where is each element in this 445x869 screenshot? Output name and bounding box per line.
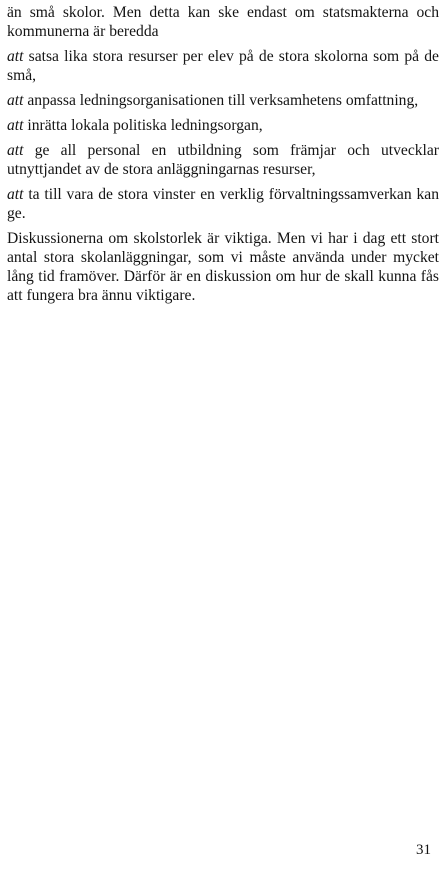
att-clause-1: [7, 47, 439, 85]
att-clause-text: ta till vara de stora vinster en verklig förvaltningssamverkan kan ge.: [7, 186, 439, 222]
att-marker: att: [7, 186, 24, 203]
att-marker: att: [7, 48, 24, 65]
att-marker: att: [7, 142, 24, 159]
att-clause-text: ge all personal en utbildning som främjar och utvecklar utnyttjandet av de stora anläggningarnas resurser,: [7, 142, 439, 178]
body-text: [7, 3, 439, 311]
att-clause-text: satsa lika stora resurser per elev på de stora skolorna som på de små,: [7, 48, 439, 84]
opening-paragraph: än små skolor. Men detta kan ske endast om statsmakterna och kommunerna är beredda: [7, 4, 439, 40]
att-clause-4: [7, 141, 439, 179]
att-clause-text: anpassa ledningsorganisationen till verksamhetens omfattning,: [27, 92, 419, 109]
closing-paragraph: Diskussionerna om skolstorlek är viktiga. Men vi har i dag ett stort antal stora skolanläggningar, som vi måste använda under mycket lång tid framöver. Därför är en diskussion om hur de skall kunna fås att fungera bra ännu viktigare.: [7, 230, 439, 304]
att-marker: att: [7, 117, 24, 134]
att-clause-3: [7, 116, 439, 135]
att-marker: att: [7, 92, 24, 109]
page-number: 31: [416, 842, 431, 858]
att-clause-2: [7, 91, 439, 110]
att-clause-5: [7, 185, 439, 223]
att-clause-text: inrätta lokala politiska ledningsorgan,: [27, 117, 263, 134]
